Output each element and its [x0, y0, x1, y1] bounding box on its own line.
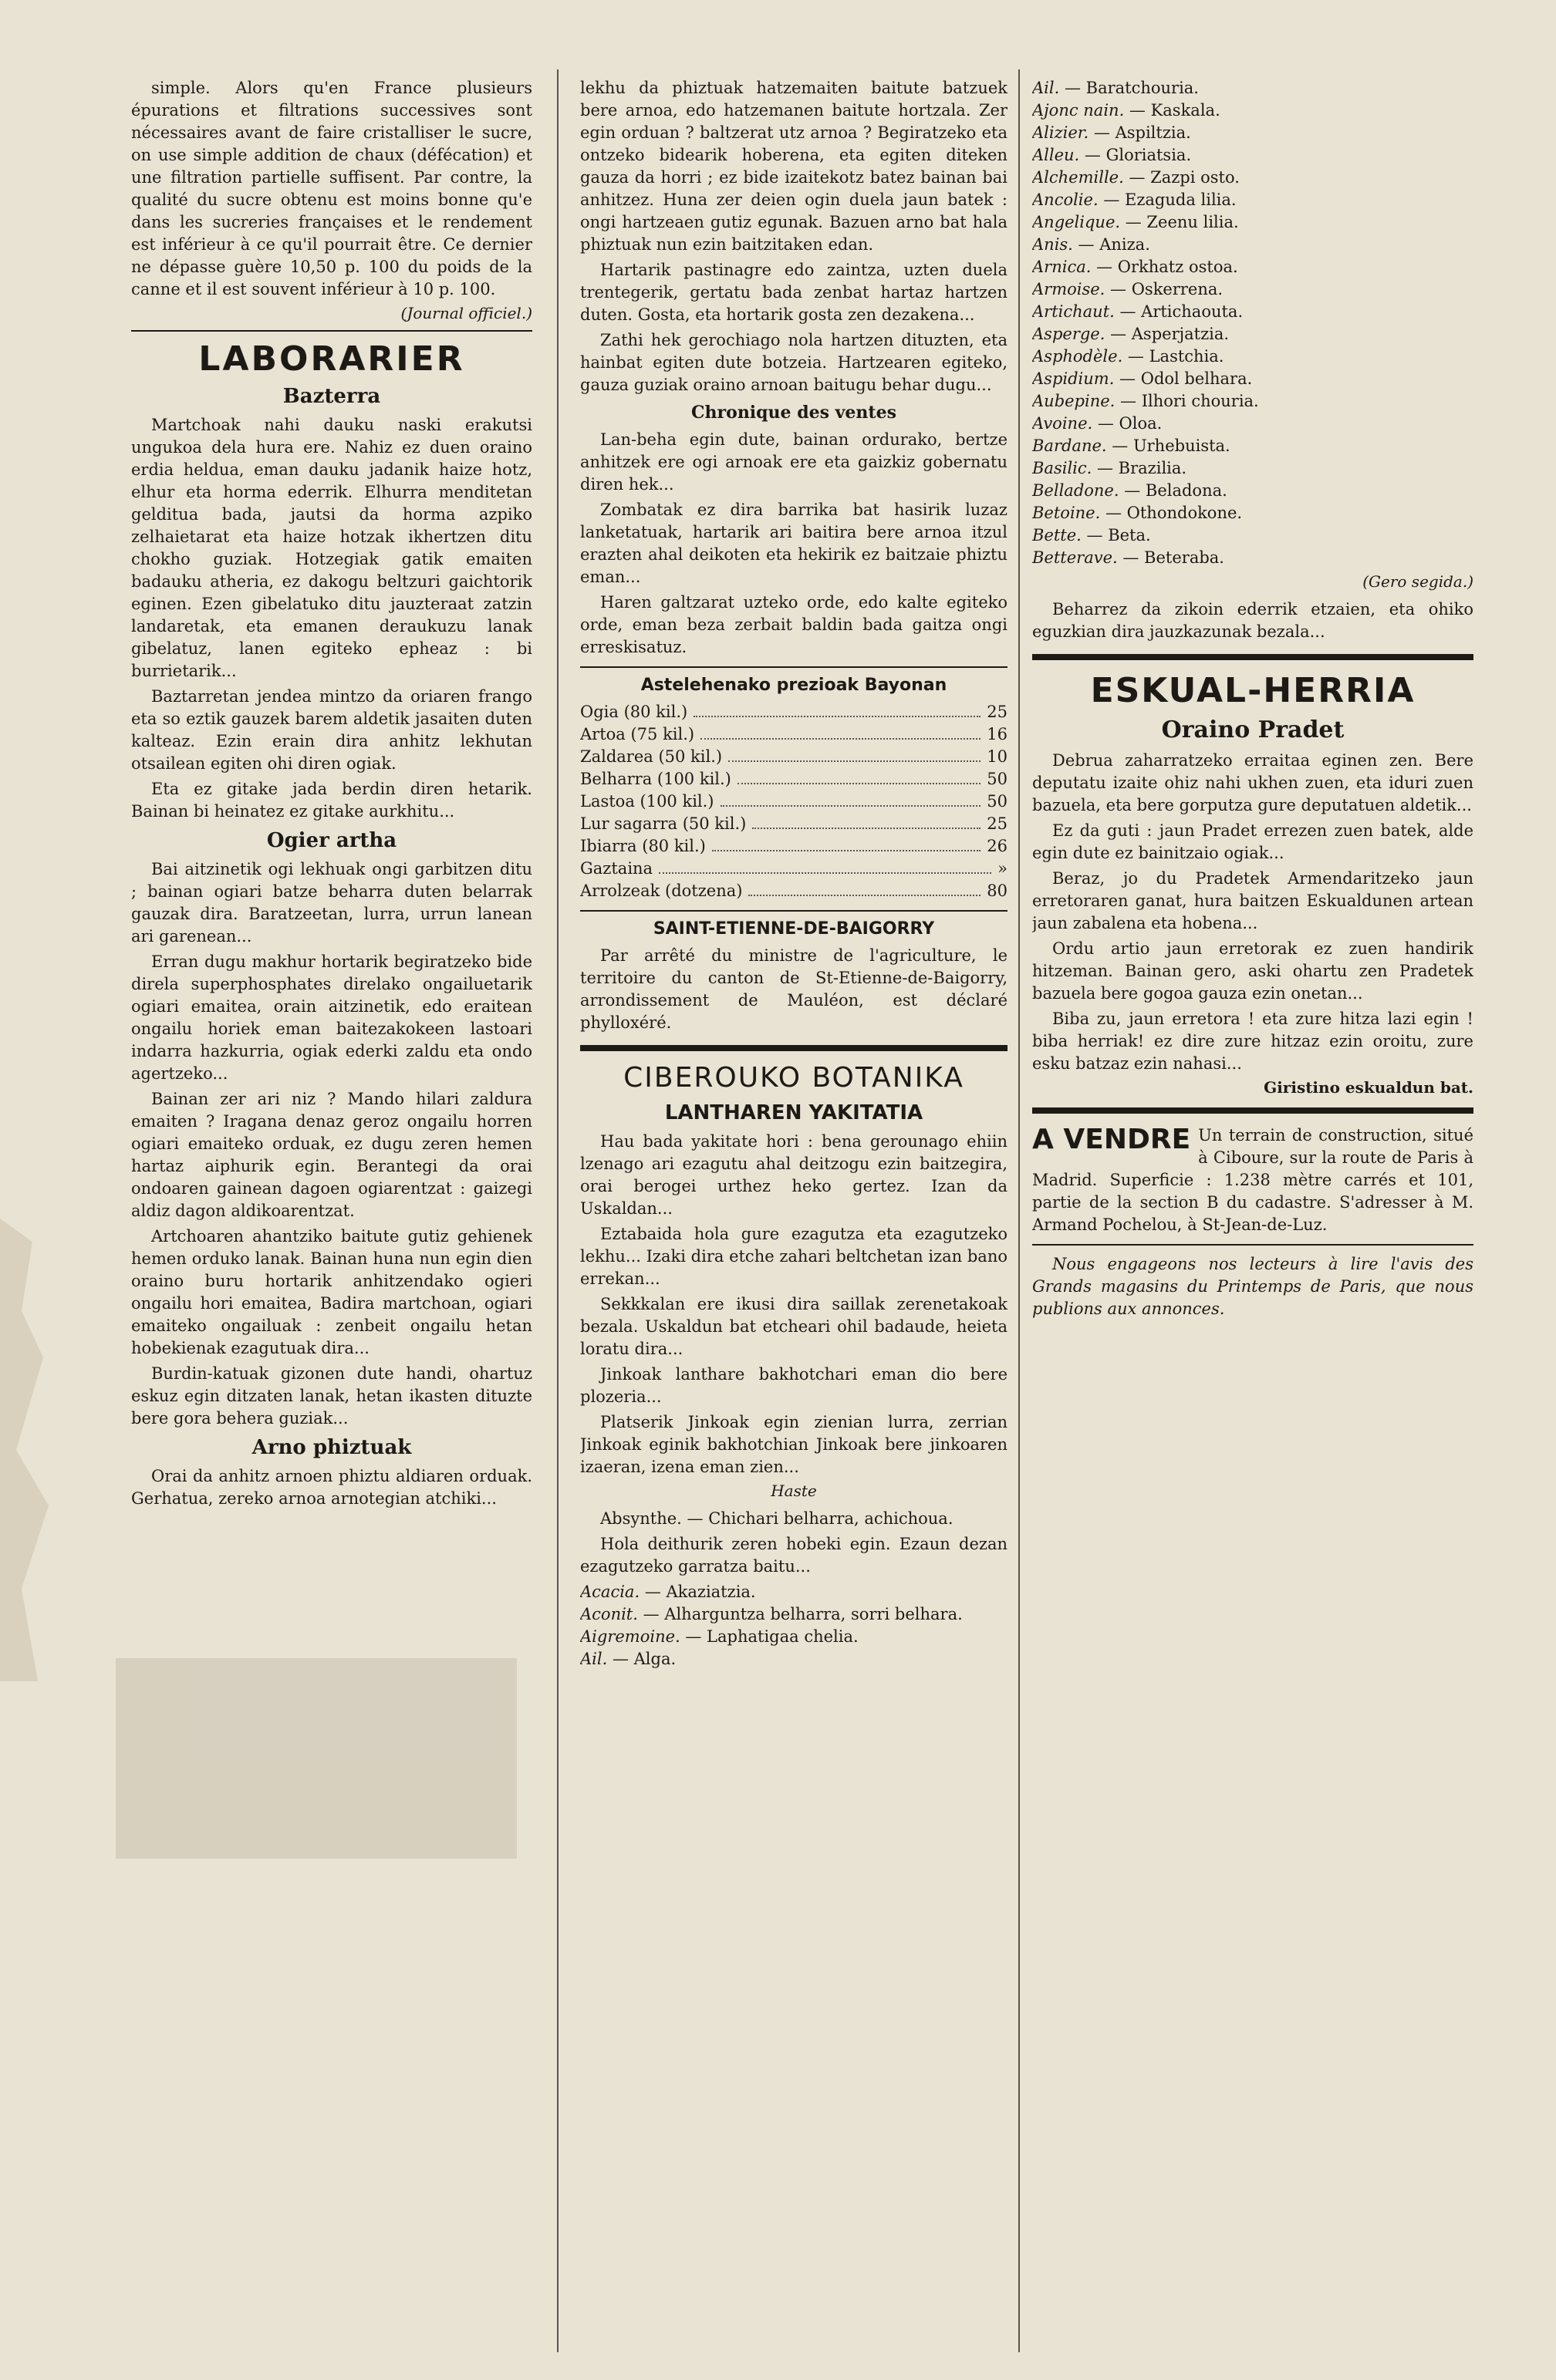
paragraph: Burdin-katuak gizonen dute handi, ohartuz eskuz egin ditzaten lanak, hetan ikasten dituzte bere gora behera guziak... — [131, 1364, 532, 1428]
paragraph: Hau bada yakitate hori : bena gerounago ehiin lzenago ari ezagutu ahal deitzogu ezin baitzegira, orai berogei urthez heko gertez. Izan da Uskaldan... — [580, 1132, 1008, 1218]
list-definition: — Beteraba. — [1117, 548, 1224, 567]
list-term: Betterave. — [1032, 548, 1118, 567]
botany-list — [580, 1581, 1008, 1670]
price-item: Belharra (100 kil.) — [580, 770, 731, 788]
list-term: Asphodèle. — [1032, 347, 1123, 366]
list-term: Ail. — [580, 1650, 608, 1668]
price-row — [580, 858, 1008, 880]
list-term: Artichaut. — [1032, 302, 1115, 321]
column-left — [131, 77, 532, 2352]
paragraph: Par arrêté du ministre de l'agriculture, le territoire du canton de St-Etienne-de-Baigorry, arrondissement de Mauléon, est déclaré phylloxéré. — [580, 946, 1008, 1032]
list-item — [1032, 301, 1473, 323]
botanika-title: CIBEROUKO BOTANIKA — [623, 1062, 964, 1094]
intro-signature: (Journal officiel.) — [400, 304, 532, 322]
list-item — [1032, 167, 1473, 189]
price-value: 25 — [987, 703, 1008, 721]
price-row — [580, 813, 1008, 835]
chronique-heading: Chronique des ventes — [691, 403, 896, 423]
leader-dots — [712, 835, 981, 851]
list-definition: — Aspiltzia. — [1089, 123, 1191, 142]
price-row — [580, 723, 1008, 746]
list-item — [1032, 189, 1473, 211]
paragraph: Martchoak nahi dauku naski erakutsi ungukoa dela hura ere. Nahiz ez duen oraino erdia heldua, eman dauku jadanik haize hotz, elhur eta horma ederrik. Elhurra menditetan gelditua bada, jautsi da horma azpiko zelhaietarat eta haize hotzak ikhertzen ditu chokho guziak. Hotzegiak gatik emaiten badauku atheria, ez dakogu beltzuri gaichtorik eginen. Ezen gibelatuko ditu jauzteraat zatzin landaretak, eta emanen deraukuzu lanak gibelatuz, lanen egiteko epheaz : bi burrietarik... — [131, 416, 532, 680]
price-row — [580, 880, 1008, 902]
list-item — [1032, 256, 1473, 278]
a-vendre-heading: A VENDRE — [1032, 1124, 1191, 1155]
list-item — [1032, 99, 1473, 122]
divider-thick — [580, 1045, 1008, 1051]
list-term: Arnica. — [1032, 258, 1092, 276]
list-item — [1032, 435, 1473, 457]
subsection-baztera: Bazterra — [282, 385, 381, 408]
paragraph: Orai da anhitz arnoen phiztu aldiaren orduak. Gerhatua, zereko arnoa arnotegian atchiki... — [131, 1467, 532, 1508]
price-value: » — [997, 859, 1008, 878]
list-definition: — Oloa. — [1092, 414, 1163, 433]
list-term: Armoise. — [1032, 280, 1105, 298]
a-vendre-ad — [1032, 1124, 1473, 1236]
leader-dots — [700, 723, 981, 740]
list-term: Avoine. — [1032, 414, 1093, 433]
price-value: 50 — [987, 770, 1008, 788]
lanthare-subtitle: LANTHAREN YAKITATIA — [664, 1101, 923, 1124]
leader-dots — [728, 746, 981, 762]
paragraph: Hola deithurik zeren hobeki egin. Ezaun dezan ezagutzeko garratza baitu... — [580, 1535, 1008, 1576]
list-definition: — Kaskala. — [1124, 101, 1220, 120]
price-value: 25 — [987, 814, 1008, 833]
list-definition: — Lastchia. — [1122, 347, 1224, 366]
divider — [580, 910, 1008, 912]
list-item — [1032, 122, 1473, 144]
divider — [580, 666, 1008, 668]
paragraph: Bainan zer ari niz ? Mando hilari zaldura emaiten ? Iragana denaz geroz ongailu horren ogiari emaiteko orduak, ez dugu zeren hemen hartaz aiphurik egin. Berantegi da orai ondoaren gainean dagoen ogiarentzat : gaizegi aldiz dagon aldikoarentzat. — [131, 1090, 532, 1220]
list-definition: — Brazilia. — [1092, 459, 1187, 477]
leader-dots — [694, 701, 981, 717]
signature: Giristino eskualdun bat. — [1264, 1078, 1473, 1097]
list-term: Ancolie. — [1032, 190, 1099, 209]
paragraph: Bai aitzinetik ogi lekhuak ongi garbitzen ditu ; bainan ogiari batze beharra duten belarrak gauzak dira. Baratzeetan, lurra, urrun lanean ari garenean... — [131, 860, 532, 946]
list-term: Aconit. — [580, 1605, 638, 1623]
list-signature: (Gero segida.) — [1362, 572, 1473, 591]
paragraph: Beharrez da zikoin ederrik etzaien, eta ohiko eguzkian dira jauzkazunak bezala... — [1032, 600, 1473, 641]
column-right — [1032, 77, 1473, 2352]
price-value: 50 — [987, 792, 1008, 811]
column-middle — [580, 77, 1008, 2352]
list-item — [1032, 77, 1473, 99]
list-term: Aubepine. — [1032, 392, 1116, 410]
list-definition: — Alharguntza belharra, sorri belhara. — [637, 1605, 963, 1623]
price-row — [580, 768, 1008, 791]
stetienne-heading: SAINT-ETIENNE-DE-BAIGORRY — [653, 919, 935, 939]
price-item: Artoa (75 kil.) — [580, 725, 695, 743]
price-item: Ibiarra (80 kil.) — [580, 837, 706, 855]
list-term: Aigremoine. — [580, 1627, 680, 1646]
list-definition: — Othondokone. — [1100, 504, 1243, 522]
list-item — [1032, 547, 1473, 569]
paragraph: Artchoaren ahantziko baitute gutiz gehienek hemen orduko lanak. Bainan huna nun egin dien oraino buru hortarik anhitzendako ogieri ongailu hori emaitea, Badira martchoan, ogiari emaiteko ongailuak : zenbeit ongailu hetan hobekienak ezagutuak dira... — [131, 1227, 532, 1357]
list-term: Basilic. — [1032, 459, 1092, 477]
subsection-ogier-artha: Ogier artha — [266, 829, 397, 852]
torn-edge — [0, 1219, 54, 1681]
printemps-notice: Nous engageons nos lecteurs à lire l'avis des Grands magasins du Printemps de Paris, que nous publions aux annonces. — [1032, 1255, 1473, 1318]
list-definition: — Urhebuista. — [1106, 437, 1230, 455]
price-item: Ogia (80 kil.) — [580, 703, 688, 721]
list-term: Alizier. — [1032, 123, 1089, 142]
divider — [1032, 1244, 1473, 1246]
leader-dots — [721, 791, 981, 807]
list-definition: — Zeenu lilia. — [1120, 213, 1239, 231]
list-definition: — Ezaguda lilia. — [1098, 190, 1237, 209]
divider — [131, 330, 532, 332]
price-row — [580, 746, 1008, 768]
price-row — [580, 835, 1008, 858]
leader-dots — [659, 858, 991, 874]
a-vendre-text: Un terrain de construction, situé à Ciboure, sur la route de Paris à Madrid. Superficie : 1.238 mètre carrés et 101, partie de la section B du cadastre. S'adresser à M. Armand Pochelou, à St-Jean-de-Luz. — [1032, 1126, 1473, 1234]
list-item — [1032, 211, 1473, 234]
list-definition: — Beta. — [1081, 526, 1151, 544]
list-definition: — Oskerrena. — [1105, 280, 1224, 298]
list-item — [1032, 368, 1473, 390]
paragraph: Jinkoak lanthare bakhotchari eman dio bere plozeria... — [580, 1365, 1008, 1406]
paragraph: Sekkkalan ere ikusi dira saillak zerenetakoak bezala. Uskaldun bat etcheari ohil badaude, heieta loratu dira... — [580, 1295, 1008, 1358]
list-item — [1032, 413, 1473, 435]
price-row — [580, 791, 1008, 813]
list-definition: — Gloriatsia. — [1079, 146, 1192, 164]
list-definition: — Orkhatz ostoa. — [1091, 258, 1238, 276]
botany-list — [1032, 77, 1473, 569]
list-term: Acacia. — [580, 1583, 640, 1601]
list-definition: — Baratchouria. — [1059, 79, 1199, 97]
list-definition: — Akaziatzia. — [640, 1583, 756, 1601]
list-item — [1032, 323, 1473, 346]
paragraph: Eztabaida hola gure ezagutza eta ezagutzeko lekhu... Izaki dira etche zahari beltchetan izan bano errekan... — [580, 1225, 1008, 1288]
price-value: 10 — [987, 747, 1008, 766]
list-item — [580, 1603, 1008, 1626]
paragraph: Lan-beha egin dute, bainan ordurako, bertze anhitzek ere ogi arnoak ere eta gaizkiz gobernatu diren hek... — [580, 430, 1008, 494]
list-term: Asperge. — [1032, 325, 1105, 343]
list-item — [1032, 480, 1473, 502]
subsection-oraino-pradet: Oraino Pradet — [1161, 716, 1345, 743]
list-definition: — Ilhori chouria. — [1115, 392, 1259, 410]
price-item: Gaztaina — [580, 859, 653, 878]
list-item — [580, 1648, 1008, 1670]
paragraph: Absynthe. — Chichari belharra, achichoua. — [600, 1509, 954, 1528]
price-list — [580, 701, 1008, 902]
paragraph: Zathi hek gerochiago nola hartzen dituzten, eta hainbat egiten dute botzeia. Hartzearen egiteko, gauza guziak oraino arnoan baitugu behar dugu... — [580, 331, 1008, 394]
price-item: Lur sagarra (50 kil.) — [580, 814, 747, 833]
list-item — [580, 1581, 1008, 1603]
list-term: Angelique. — [1032, 213, 1121, 231]
intro-paragraph: simple. Alors qu'en France plusieurs épurations et filtrations successives sont nécessaires avant de faire cristalliser le sucre, on use simple addition de chaux (défécation) et une filtration partielle suffisent. Par contre, la qualité du sucre obtenu est moins bonne qu'e dans les sucreries françaises et le rendement est inférieur à ce qu'il pourrait être. Ce dernier ne dépasse guère 10,50 p. 100 du poids de la canne et il est souvent inférieur à 10 p. 100. — [131, 79, 532, 298]
price-item: Lastoa (100 kil.) — [580, 792, 714, 811]
list-definition: — Zazpi osto. — [1123, 168, 1240, 187]
list-item — [1032, 234, 1473, 256]
paragraph: Beraz, jo du Pradetek Armendaritzeko jaun erretoraren ganat, hura baitzen Eskualdunen artean jaun zabalena eta hobena... — [1032, 869, 1473, 932]
subsection-arno-phiztuak: Arno phiztuak — [251, 1436, 412, 1459]
list-item — [1032, 502, 1473, 524]
divider-thick — [1032, 1107, 1473, 1114]
paragraph: Erran dugu makhur hortarik begiratzeko bide direla superphosphates direlako ongailuetarik ogiari emaitea, orain aitzinetik, edo eraitean ongailu horiek eman baitezakokeen lastoari indarra hazkurria, ogiak ederki zaldu eta ondo agertzeko... — [131, 952, 532, 1083]
prices-title: Astelehenako prezioak Bayonan — [640, 676, 947, 695]
paragraph: lekhu da phiztuak hatzemaiten baitute batzuek bere arnoa, edo hatzemanen baitute hortzala. Zer egin orduan ? baltzerat utz arnoa ? Begiratzeko eta ontzeko bidearik hoberena, eta egiten diteken gauza da horri ; ez bide izaitekotz batez bainan bai anhitzez. Huna zer deien ogin duela jaun batek : ongi hartzeaen gutiz egunak. Bazuen arno bat hala phiztuak nun ezin baitzitaken edan. — [580, 79, 1008, 254]
list-term: Anis. — [1032, 235, 1073, 254]
signature: Haste — [771, 1482, 817, 1500]
paragraph: Biba zu, jaun erretora ! eta zure hitza lazi egin ! biba herriak! ez dire zure hitzaz ezin oroitu, zure esku batzaz ezin nahasi... — [1032, 1010, 1473, 1073]
price-value: 26 — [987, 837, 1008, 855]
list-item — [580, 1626, 1008, 1648]
leader-dots — [748, 880, 981, 896]
list-definition: — Beladona. — [1119, 481, 1227, 500]
column-rule — [1018, 69, 1020, 2352]
leader-dots — [737, 768, 981, 784]
list-item — [1032, 346, 1473, 368]
list-term: Alchemille. — [1032, 168, 1124, 187]
list-definition: — Artichaouta. — [1114, 302, 1244, 321]
price-item: Zaldarea (50 kil.) — [580, 747, 723, 766]
paragraph: Baztarretan jendea mintzo da oriaren frango eta so eztik gauzek barem aldetik jasaiten duten kalteaz. Ezin erain dira anhitz lekhutan otsailean egiten ohi diren ogiak. — [131, 687, 532, 773]
paragraph: Debrua zaharratzeko erraitaa eginen zen. Bere deputatu izaite ohiz nahi ukhen zuen, eta iduri zuen bazuela, eta bere gorputza gure deputatuen aldetik... — [1032, 751, 1473, 814]
price-value: 16 — [987, 725, 1008, 743]
section-title-laborarier: LABORARIER — [198, 339, 465, 379]
paragraph: Ordu artio jaun erretorak ez zuen handirik hitzeman. Bainan gero, aski ohartu zen Pradetek bazuela bere gogoa gauza ezin onetan... — [1032, 939, 1473, 1003]
list-term: Ail. — [1032, 79, 1060, 97]
list-definition: — Asperjatzia. — [1105, 325, 1230, 343]
list-definition: — Odol belhara. — [1114, 369, 1253, 388]
price-row — [580, 701, 1008, 723]
list-item — [1032, 278, 1473, 301]
leader-dots — [752, 813, 981, 829]
price-value: 80 — [987, 882, 1008, 900]
column-rule — [557, 69, 559, 2352]
price-item: Arrolzeak (dotzena) — [580, 882, 743, 900]
list-definition: — Aniza. — [1072, 235, 1150, 254]
paragraph: Eta ez gitake jada berdin diren hetarik. Bainan bi heinatez ez gitake aurkhitu... — [131, 780, 532, 821]
list-item — [1032, 457, 1473, 480]
list-item — [1032, 390, 1473, 413]
list-term: Bardane. — [1032, 437, 1107, 455]
list-item — [1032, 144, 1473, 167]
list-term: Ajonc nain. — [1032, 101, 1125, 120]
list-term: Bette. — [1032, 526, 1082, 544]
paragraph: Hartarik pastinagre edo zaintza, uzten duela trentegerik, gertatu bada zenbat hartaz hartzen duten. Gosta, eta hortarik gosta zen dezakena... — [580, 261, 1008, 324]
list-term: Aspidium. — [1032, 369, 1115, 388]
divider-thick — [1032, 654, 1473, 660]
section-title-eskual-herria: ESKUAL-HERRIA — [1090, 671, 1416, 710]
list-definition: — Alga. — [607, 1650, 677, 1668]
paragraph: Platserik Jinkoak egin zienian lurra, zerrian Jinkoak eginik bakhotchian Jinkoak bere jinkoaren izaeran, izena eman zien... — [580, 1413, 1008, 1476]
list-item — [1032, 524, 1473, 547]
paragraph: Haren galtzarat uzteko orde, edo kalte egiteko orde, eman beza zerbait baldin bada gaitza ongi erreskisatuz. — [580, 593, 1008, 656]
list-term: Belladone. — [1032, 481, 1119, 500]
list-definition: — Laphatigaa chelia. — [680, 1627, 859, 1646]
list-term: Betoine. — [1032, 504, 1101, 522]
paragraph: Ez da guti : jaun Pradet errezen zuen batek, alde egin dute ez bainitzaio ogiak... — [1032, 821, 1473, 862]
list-term: Alleu. — [1032, 146, 1080, 164]
paragraph: Zombatak ez dira barrika bat hasirik luzaz lanketatuak, hartarik ari baitira bere arnoa itzul erazten ahal deikoten eta hekirik ez baitzaie phiztu eman... — [580, 501, 1008, 586]
